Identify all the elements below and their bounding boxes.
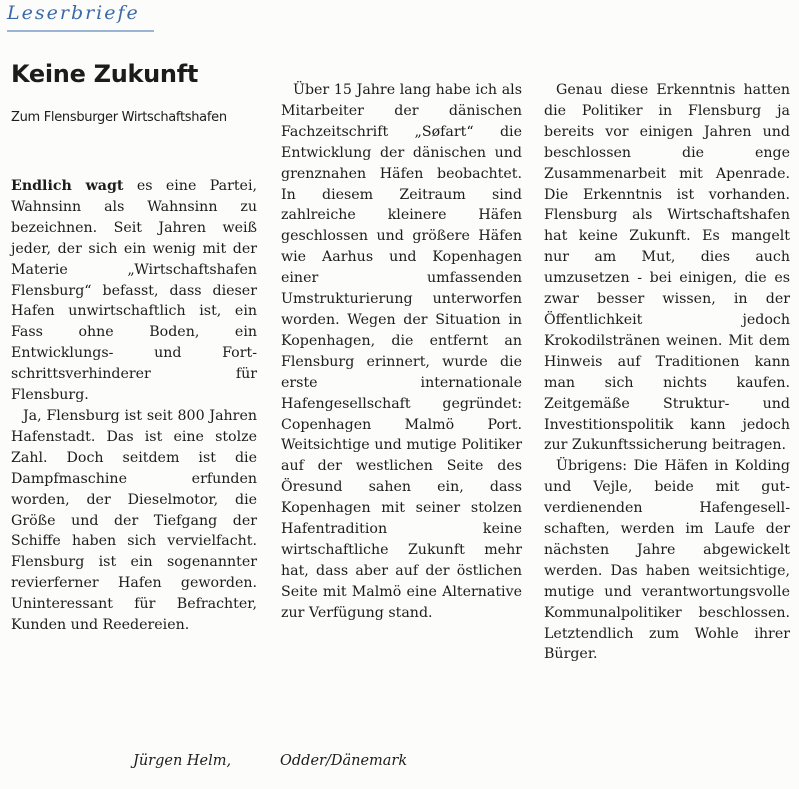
signature-author: Jürgen Helm, [133,753,232,769]
text-column-1 [11,176,257,636]
paragraph-5: Übrigens: Die Häfen in Kolding und Vejle, beide mit gutverdienenden Hafengesellschaften, werden im Laufe der nächsten Jahre abgewickelt werden. Das haben weitsichtige, mutige und verantwortungsvolle Kommunalpolitiker beschlossen. Letztendlich zum Wohle ihrer Bürger. [544,458,790,663]
letter-subhead: Zum Flensburger Wirtschaftshafen [11,110,227,125]
paragraph-1 [11,176,257,406]
lead-in: Endlich wagt [11,178,124,194]
section-label: Leserbriefe [7,2,140,24]
paragraph-2: Ja, Flensburg ist seit 800 Jahren Hafenstadt. Das ist eine stolze Zahl. Doch seitdem ist die Dampfmaschine erfunden worden, der Dieselmotor, die Größe und der Tiefgang der Schiffe haben sich vervielfacht. Flensburg ist ein sogenannter revierferner Hafen geworden. Uninteressant für Befrachter, Kunden und Reedereien. [11,407,257,634]
paragraph-4: Genau diese Erkenntnis hatten die Politiker in Flensburg ja bereits vor einigen Jahren und beschlossen die enge Zusammenarbeit mit Apenrade. Die Erkenntnis ist vorhanden. Flensburg als Wirtschaftshafen hat keine Zukunft. Es mangelt nur am Mut, dies auch umzusetzen - bei einigen, die es zwar besser wissen, in der Öffentlichkeit jedoch Krokodilstränen weinen. Mit dem Hinweis auf Traditionen kann man sich nichts kaufen. Zeitgemäße Struktur- und Investitionspolitik kann jedoch zur Zukunftssicherung beitragen. [544,82,790,454]
text-column-3 [544,80,790,665]
letter-headline: Keine Zukunft [11,60,199,88]
text-column-2 [281,80,522,624]
section-divider [7,30,154,32]
paragraph-3: Über 15 Jahre lang habe ich als Mitarbeiter der dänischen Fachzeitschrift „Søfart“ die Entwicklung der dänischen und grenznahen Häfen beobachtet. In diesem Zeitraum sind zahlreiche kleinere Häfen geschlossen und größere Häfen wie Aarhus und Kopenhagen einer umfassenden Umstrukturierung unterworfen worden. Wegen der Situation in Kopenhagen, die entfernt an Flensburg erinnert, wurde die erste internationale Hafengesellschaft gegründet: Copenhagen Malmö Port. Weitsichtige und mutige Politiker auf der westlichen Seite des Öresund sahen ein, dass Kopenhagen mit seiner stolzen Hafentradition keine wirtschaftliche Zukunft mehr hat, dass aber auf der östlichen Seite mit Malmö eine Alternative zur Verfügung stand. [281,82,522,621]
signature-place: Odder/Dänemark [280,753,408,769]
paragraph-1-text: es eine Partei, Wahnsinn als Wahnsinn zu bezeichnen. Seit Jahren weiß jeder, der sich ein wenig mit der Materie „Wirtschaftshafen Flensburg“ befasst, dass dieser Hafen unwirtschaftlich ist, ein Fass ohne Boden, ein Entwicklungs- und Fortschrittsverhinderer für Flensburg. [11,178,258,404]
